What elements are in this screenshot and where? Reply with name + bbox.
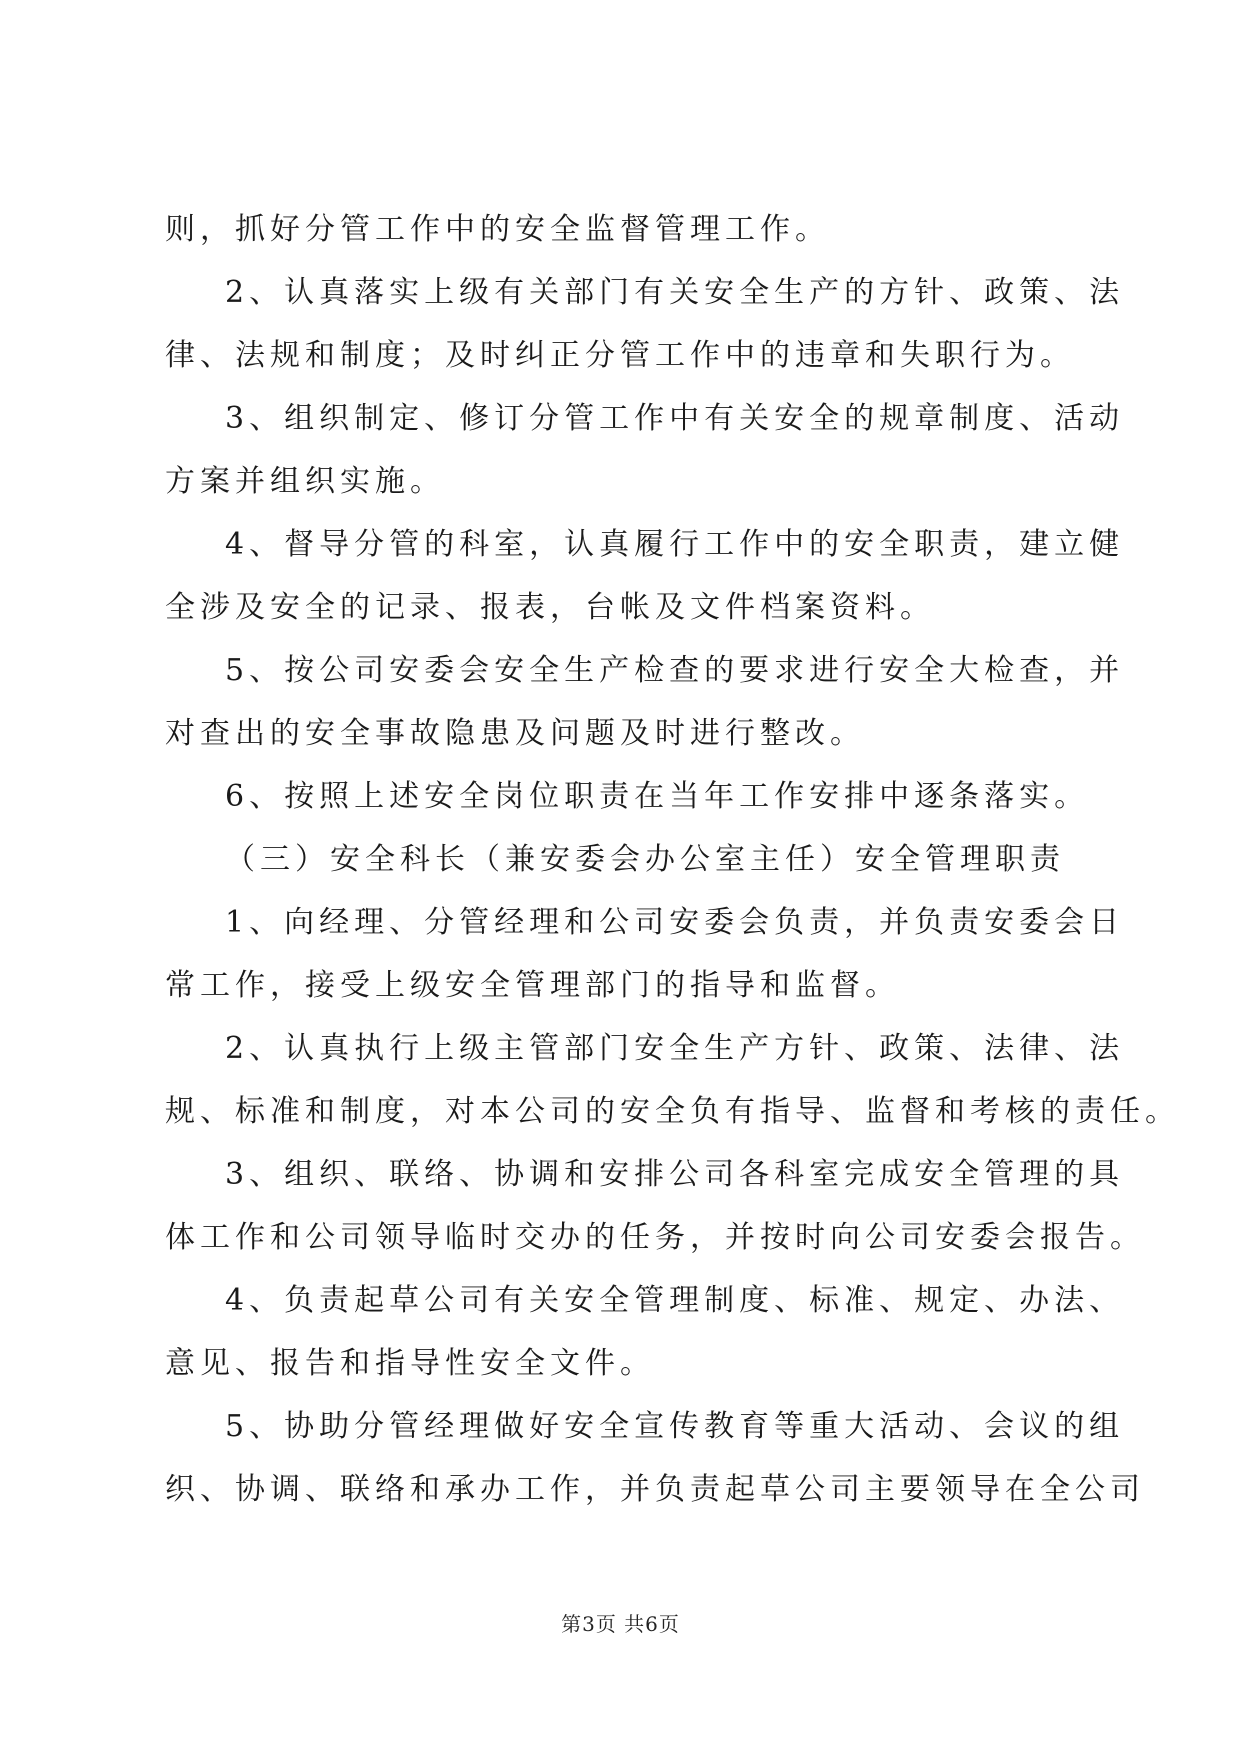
text-line: 4、督导分管的科室，认真履行工作中的安全职责，建立健 xyxy=(225,527,1125,562)
text-line: 对查出的安全事故隐患及问题及时进行整改。 xyxy=(165,716,865,751)
text-line: 全涉及安全的记录、报表，台帐及文件档案资料。 xyxy=(165,590,935,625)
text-line: 意见、报告和指导性安全文件。 xyxy=(165,1346,655,1381)
text-line: 1、向经理、分管经理和公司安委会负责，并负责安委会日 xyxy=(225,905,1125,940)
text-line: （三）安全科长（兼安委会办公室主任）安全管理职责 xyxy=(225,842,1065,877)
text-line: 5、按公司安委会安全生产检查的要求进行安全大检查，并 xyxy=(225,653,1125,688)
text-line: 织、协调、联络和承办工作，并负责起草公司主要领导在全公司 xyxy=(165,1472,1145,1507)
text-line: 方案并组织实施。 xyxy=(165,464,445,499)
text-line: 2、认真执行上级主管部门安全生产方针、政策、法律、法 xyxy=(225,1031,1125,1066)
text-line: 体工作和公司领导临时交办的任务，并按时向公司安委会报告。 xyxy=(165,1220,1145,1255)
text-line: 则，抓好分管工作中的安全监督管理工作。 xyxy=(165,212,830,247)
page-footer: 第3页 共6页 xyxy=(561,1612,680,1636)
text-line: 5、协助分管经理做好安全宣传教育等重大活动、会议的组 xyxy=(225,1409,1125,1444)
text-line: 规、标准和制度，对本公司的安全负有指导、监督和考核的责任。 xyxy=(165,1094,1180,1129)
text-line: 常工作，接受上级安全管理部门的指导和监督。 xyxy=(165,968,900,1003)
text-line: 律、法规和制度；及时纠正分管工作中的违章和失职行为。 xyxy=(165,338,1075,373)
text-line: 3、组织、联络、协调和安排公司各科室完成安全管理的具 xyxy=(225,1157,1125,1192)
text-line: 3、组织制定、修订分管工作中有关安全的规章制度、活动 xyxy=(225,401,1125,436)
text-line: 4、负责起草公司有关安全管理制度、标准、规定、办法、 xyxy=(225,1283,1125,1318)
document-body xyxy=(165,198,1180,1521)
text-line: 6、按照上述安全岗位职责在当年工作安排中逐条落实。 xyxy=(225,779,1090,814)
text-line: 2、认真落实上级有关部门有关安全生产的方针、政策、法 xyxy=(225,275,1125,310)
